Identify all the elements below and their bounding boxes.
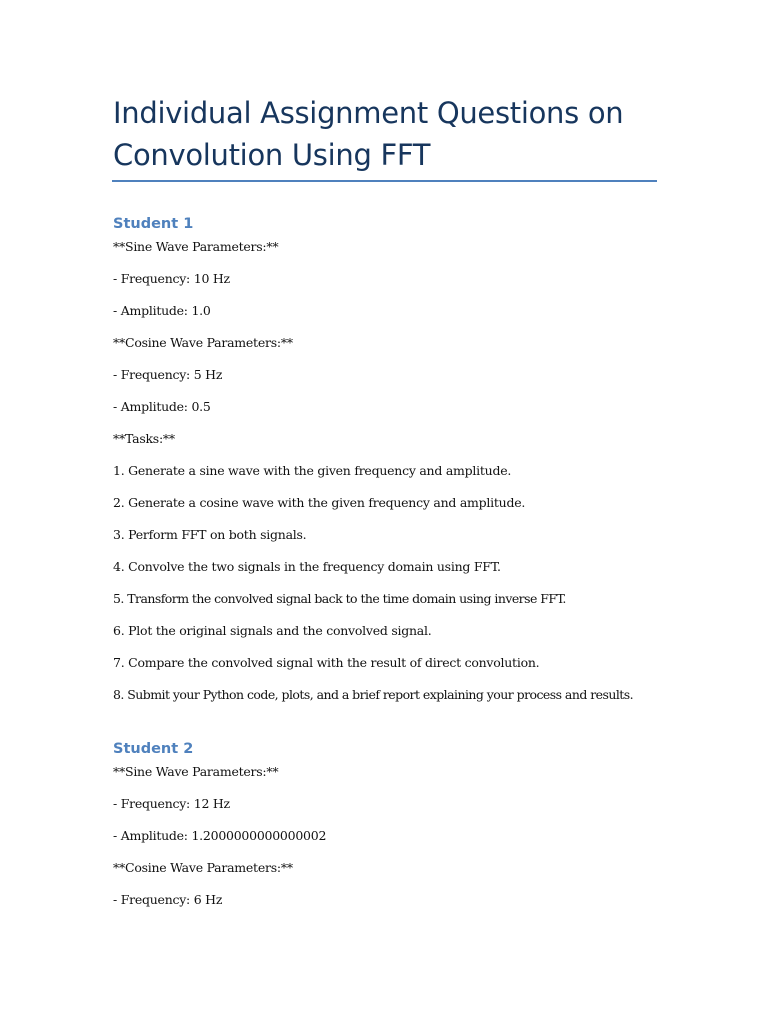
task-item-2: 2. Generate a cosine wave with the given frequency and amplitude. [113, 495, 526, 510]
task-item-1: 1. Generate a sine wave with the given frequency and amplitude. [113, 463, 512, 478]
cosine-params-label: **Cosine Wave Parameters:** [113, 860, 293, 875]
task-item-3: 3. Perform FFT on both signals. [113, 527, 307, 542]
title-underline-rule [112, 180, 657, 182]
tasks-label: **Tasks:** [113, 431, 175, 446]
section-heading: Student 2 [113, 741, 194, 757]
cosine-frequency-line: - Frequency: 6 Hz [113, 892, 223, 907]
document-title: Individual Assignment Questions on Convolution Using FFT [113, 96, 624, 172]
sine-amplitude-line: - Amplitude: 1.2000000000000002 [113, 828, 327, 843]
task-item-6: 6. Plot the original signals and the convolved signal. [113, 623, 432, 638]
cosine-amplitude-line: - Amplitude: 0.5 [113, 399, 211, 414]
section-student-2 [113, 737, 713, 921]
task-item-8: 8. Submit your Python code, plots, and a brief report explaining your process and results. [113, 687, 634, 702]
sine-frequency-line: - Frequency: 10 Hz [113, 271, 230, 286]
sine-params-label: **Sine Wave Parameters:** [113, 239, 279, 254]
task-item-7: 7. Compare the convolved signal with the result of direct convolution. [113, 655, 540, 670]
sine-params-label: **Sine Wave Parameters:** [113, 764, 279, 779]
sine-frequency-line: - Frequency: 12 Hz [113, 796, 230, 811]
section-heading: Student 1 [113, 216, 194, 232]
task-item-5: 5. Transform the convolved signal back to the time domain using inverse FFT. [113, 591, 566, 606]
cosine-params-label: **Cosine Wave Parameters:** [113, 335, 293, 350]
cosine-frequency-line: - Frequency: 5 Hz [113, 367, 223, 382]
task-item-4: 4. Convolve the two signals in the frequency domain using FFT. [113, 559, 501, 574]
sine-amplitude-line: - Amplitude: 1.0 [113, 303, 211, 318]
section-student-1 [113, 212, 713, 716]
